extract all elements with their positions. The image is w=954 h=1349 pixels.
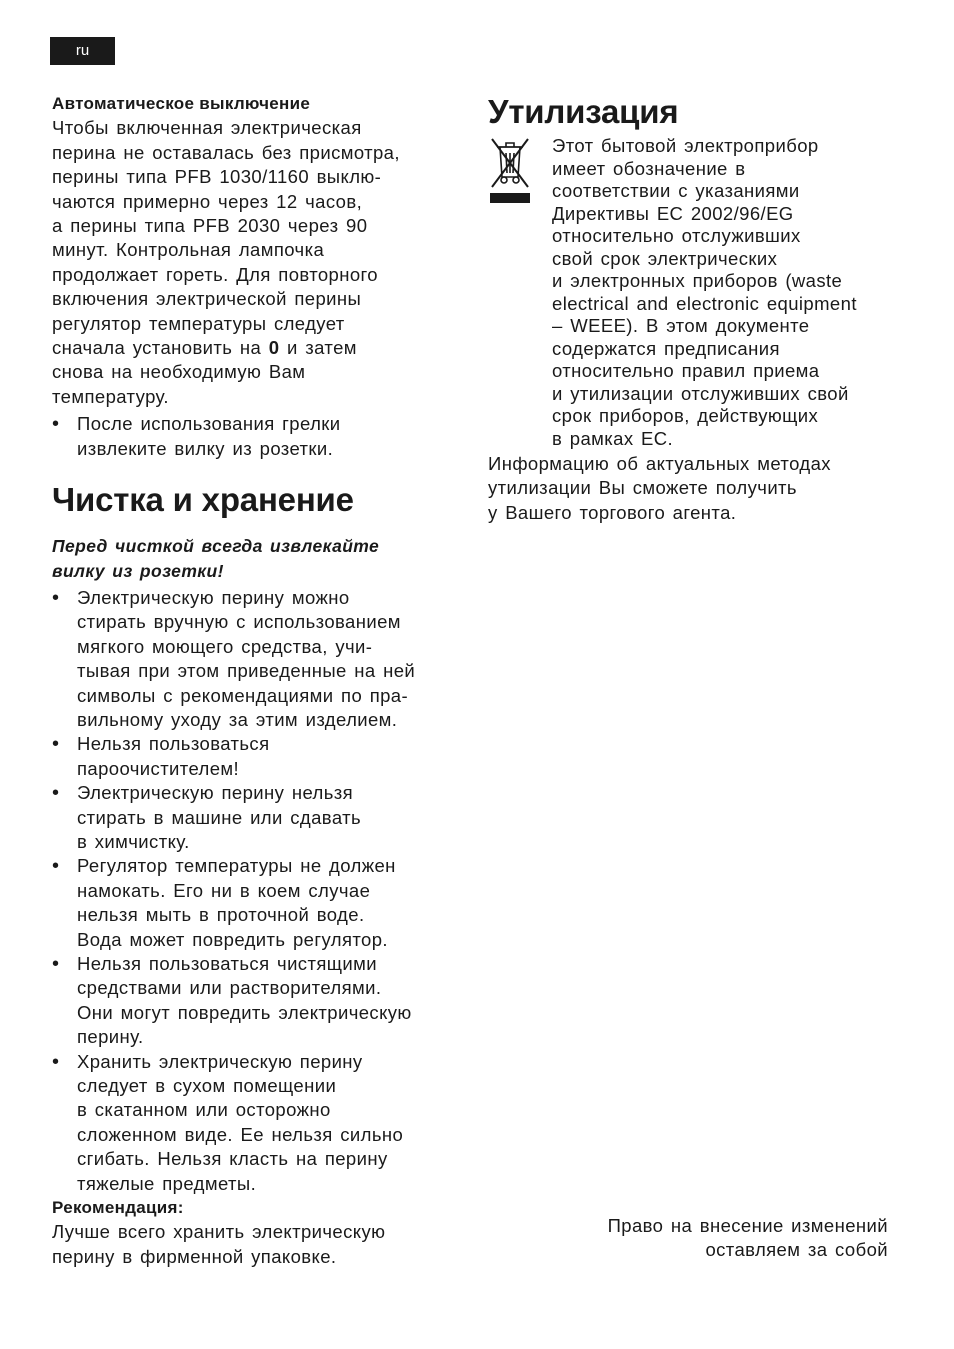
bullet-item (52, 854, 467, 952)
bullet-item (52, 781, 467, 854)
text-line: в рамках ЕС. (552, 427, 674, 449)
text-line: оставляем за собой (705, 1239, 888, 1261)
text-line: символы с рекомендациями по пра- (77, 684, 409, 706)
text-line: утилизации Вы сможете получить (488, 477, 797, 499)
text-line: соответствии с указаниями (552, 180, 800, 201)
left-column (52, 92, 467, 1269)
text-line: Электрическую перину можно (77, 586, 350, 608)
text-line: После использования грелки (77, 413, 341, 435)
text-line: пароочистителем! (77, 757, 240, 779)
weee-bar (490, 193, 530, 203)
text-line: относительно отслуживших (552, 225, 801, 246)
text-line: Лучше всего хранить электрическую (52, 1221, 386, 1243)
text-line: Электрическую перину нельзя (77, 782, 354, 804)
text-line: electrical and electronic equipment (552, 292, 857, 314)
bullet-icon: • (52, 855, 60, 878)
bullet-item (52, 1050, 467, 1196)
bullet-icon: • (52, 782, 60, 805)
text-line: Регулятор температуры не должен (77, 855, 396, 877)
unplug-warning (52, 534, 467, 583)
bullet-item (52, 586, 467, 732)
text-line: относительно правил приема (552, 360, 820, 381)
cleaning-title: Чистка и хранение (52, 481, 354, 519)
text-line: перины типа PFB 1030/1160 выклю- (52, 166, 382, 188)
text-line: тяжелые предметы. (77, 1172, 257, 1194)
text-line: в скатанном или осторожно (77, 1099, 331, 1121)
text-line: следует в сухом помещении (77, 1075, 337, 1097)
bullet-icon: • (52, 1050, 60, 1073)
text-line: температуру. (52, 385, 169, 407)
change-rights-note (608, 1214, 888, 1263)
text-line: содержатся предписания (552, 337, 780, 359)
text-line: перина не оставалась без присмотра, (52, 141, 400, 163)
text-line: Директивы ЕС 2002/96/EG (552, 202, 794, 224)
bullet-item (52, 412, 467, 461)
text-line: Вода может повредить регулятор. (77, 928, 388, 950)
text-line: – WEEE). В этом документе (552, 315, 810, 336)
text-line: извлеките вилку из розетки. (77, 437, 334, 459)
text-line: сложенном виде. Ее нельзя сильно (77, 1123, 404, 1145)
text-line: Они могут повредить электрическую (77, 1001, 412, 1023)
text-line: Хранить электрическую перину (77, 1050, 363, 1072)
weee-notice (488, 135, 888, 450)
text-line: у Вашего торгового агента. (488, 501, 737, 523)
text-line: перину. (77, 1026, 144, 1048)
text-line: Нельзя пользоваться (77, 733, 270, 755)
language-tab: ru (50, 37, 115, 65)
text-line: продолжает гореть. Для повторного (52, 263, 378, 285)
text-line: сгибать. Нельзя класть на перину (77, 1148, 388, 1170)
text-line: Этот бытовой электроприбор (552, 135, 819, 156)
text-line: и электронных приборов (waste (552, 270, 843, 291)
zero-setting: 0 (268, 337, 280, 359)
bullet-icon: • (52, 586, 60, 609)
auto-off-heading: Автоматическое выключение (52, 94, 311, 113)
text-line: мягкого моющего средства, учи- (77, 635, 373, 657)
text-line: стирать в машине или сдавать (77, 806, 362, 828)
text-line: вилку из розетки! (52, 560, 224, 581)
crossed-out-wheelie-bin-icon (488, 137, 532, 205)
text-line: вильному уходу за этим изделием. (77, 708, 398, 730)
text-line: стирать вручную с использованием (77, 611, 401, 633)
text-line (52, 336, 467, 360)
text-line: перину в фирменной упаковке. (52, 1245, 337, 1267)
right-column (488, 92, 888, 525)
text-line: тывая при этом приведенные на ней (77, 660, 416, 682)
text-line: чаются примерно через 12 часов, (52, 190, 363, 212)
text-line: а перины типа PFB 2030 через 90 (52, 215, 368, 237)
weee-text (552, 135, 888, 450)
disposal-title: Утилизация (488, 93, 679, 130)
text-line: срок приборов, действующих (552, 405, 819, 426)
text-line: включения электрической перины (52, 288, 362, 310)
bullet-item (52, 952, 467, 1050)
text-line: Информацию об актуальных методах (488, 453, 831, 474)
text-line: нельзя мыть в проточной воде. (77, 904, 365, 926)
text-line: снова на необходимую Вам (52, 361, 306, 383)
text-fragment: и затем (279, 337, 357, 359)
bullet-icon: • (52, 953, 60, 975)
tip-heading: Рекомендация: (52, 1198, 184, 1218)
tip-paragraph (52, 1220, 467, 1269)
text-line: в химчистку. (77, 830, 190, 852)
text-line: регулятор температуры следует (52, 312, 345, 334)
disposal-info (488, 452, 888, 525)
bullet-icon: • (52, 413, 60, 436)
text-line: Право на внесение изменений (607, 1215, 888, 1236)
text-line: имеет обозначение в (552, 157, 746, 179)
auto-off-paragraph (52, 116, 467, 409)
bullet-icon: • (52, 733, 60, 756)
text-line: минут. Контрольная лампочка (52, 239, 325, 261)
text-line: Чтобы включенная электрическая (52, 117, 362, 139)
bullet-item (52, 732, 467, 781)
text-line: средствами или растворителями. (77, 977, 382, 999)
text-line: и утилизации отслуживших свой (552, 382, 849, 404)
text-line: намокать. Его ни в коем случае (77, 879, 371, 901)
text-line: свой срок электрических (552, 247, 778, 269)
text-line: Перед чисткой всегда извлекайте (52, 536, 380, 557)
text-fragment: сначала установить на (52, 337, 269, 359)
text-line: Нельзя пользоваться чистящими (77, 953, 377, 974)
